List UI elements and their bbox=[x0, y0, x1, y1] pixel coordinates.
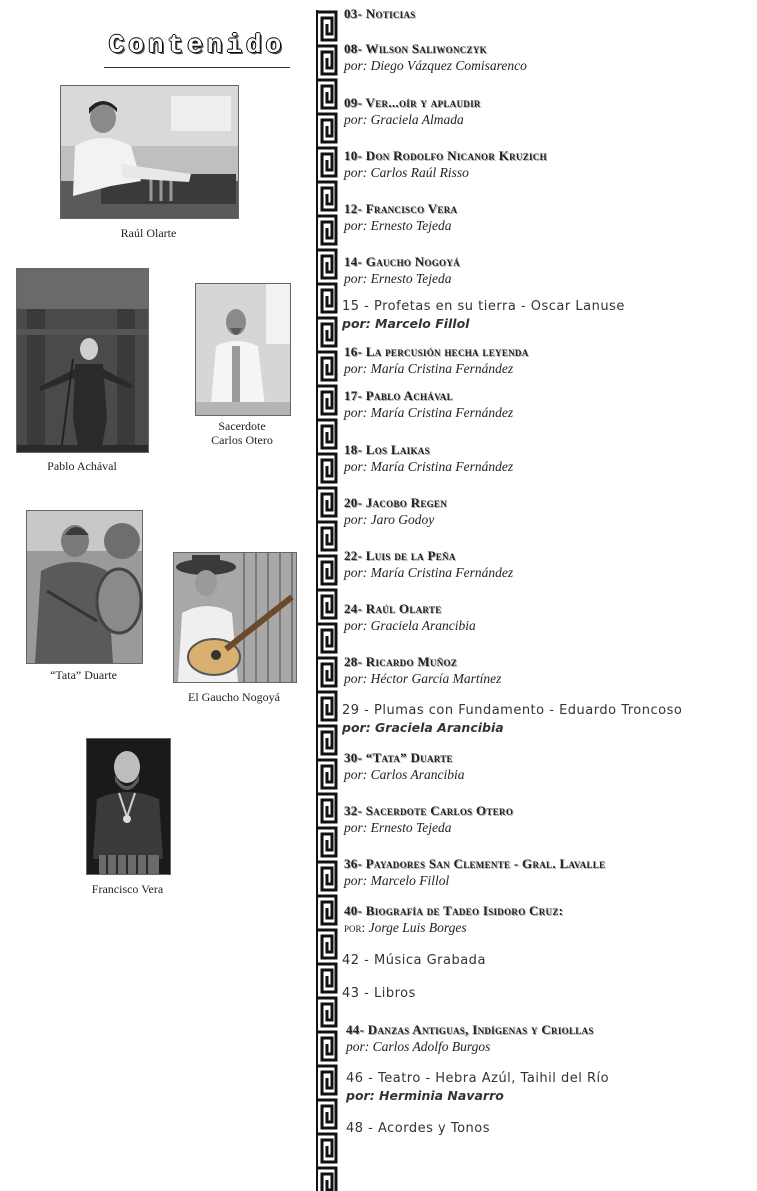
caption-carlos-otero bbox=[190, 419, 294, 447]
page-title: Contenido bbox=[108, 30, 286, 60]
toc-entry-title: 24- Raúl Olarte bbox=[344, 601, 442, 616]
caption-tata-duarte bbox=[26, 668, 141, 682]
toc-entry-title: 42 - Música Grabada bbox=[342, 953, 486, 968]
caption-line: Raúl Olarte bbox=[120, 226, 177, 240]
toc-entry-title: 14- Gaucho Nogoyá bbox=[344, 254, 460, 269]
caption-line: Pablo Achával bbox=[47, 459, 117, 473]
singer-on-stage-photo bbox=[17, 269, 148, 452]
toc-entry-author: por: Jaro Godoy bbox=[344, 512, 435, 527]
toc-entry-title: 10- Don Rodolfo Nicanor Kruzich bbox=[344, 148, 547, 163]
toc-entry-20[interactable] bbox=[344, 495, 447, 528]
toc-entry-title: 09- Ver...oír y aplaudir bbox=[344, 95, 481, 110]
toc-entry-title: 30- “Tata” Duarte bbox=[344, 750, 453, 765]
toc-entry-14[interactable] bbox=[344, 254, 460, 287]
photo-carlos-otero bbox=[195, 283, 291, 416]
toc-entry-title: 15 - Profetas en su tierra - Oscar Lanuse bbox=[342, 299, 625, 314]
toc-entry-title: 36- Payadores San Clemente - Gral. Lavalle bbox=[344, 856, 606, 871]
caption-line: “Tata” Duarte bbox=[50, 668, 117, 682]
toc-entry-author: por: María Cristina Fernández bbox=[344, 361, 514, 376]
toc-entry-46[interactable] bbox=[346, 1071, 609, 1104]
toc-entry-16[interactable] bbox=[344, 344, 529, 377]
toc-entry-03[interactable] bbox=[344, 6, 416, 22]
toc-entry-30[interactable] bbox=[344, 750, 465, 783]
accordion-player-photo bbox=[87, 739, 170, 874]
toc-entry-48[interactable] bbox=[346, 1121, 490, 1137]
guitarist-photo bbox=[174, 553, 296, 682]
toc-entry-title: 40- Biografía de Tadeo Isidoro Cruz: bbox=[344, 903, 564, 918]
toc-entry-17[interactable] bbox=[344, 388, 513, 421]
photo-gaucho-nogoya bbox=[173, 552, 297, 683]
caption-gaucho-nogoya bbox=[170, 690, 298, 704]
toc-entry-18[interactable] bbox=[344, 442, 513, 475]
caption-francisco-vera bbox=[70, 882, 185, 896]
author-prefix: por: bbox=[344, 920, 366, 935]
toc-entry-author: por: Ernesto Tejeda bbox=[344, 218, 452, 233]
toc-entry-author: por: Graciela Arancibia bbox=[342, 720, 504, 735]
toc-entry-42[interactable] bbox=[342, 953, 486, 969]
toc-entry-title: 28- Ricardo Muñoz bbox=[344, 654, 458, 669]
photo-pablo-achaval bbox=[16, 268, 149, 453]
toc-entry-title: 48 - Acordes y Tonos bbox=[346, 1121, 491, 1136]
toc-entry-43[interactable] bbox=[342, 986, 416, 1002]
toc-entry-title: 22- Luis de la Peña bbox=[344, 548, 456, 563]
title-underline bbox=[104, 67, 290, 68]
toc-entry-09[interactable] bbox=[344, 95, 481, 128]
toc-entry-title: 43 - Libros bbox=[342, 986, 416, 1001]
toc-entry-title: 03- Noticias bbox=[344, 6, 416, 21]
toc-entry-title: 32- Sacerdote Carlos Otero bbox=[344, 803, 514, 818]
toc-entry-44[interactable] bbox=[346, 1022, 594, 1055]
toc-entry-40[interactable] bbox=[344, 903, 563, 936]
toc-entry-author: por: Carlos Adolfo Burgos bbox=[346, 1039, 491, 1054]
toc-entry-15[interactable] bbox=[342, 299, 625, 332]
drummer-photo bbox=[27, 511, 142, 663]
author-name: Jorge Luis Borges bbox=[365, 920, 467, 935]
priest-photo bbox=[196, 284, 290, 415]
photo-francisco-vera bbox=[86, 738, 171, 875]
caption-pablo-achaval bbox=[22, 459, 142, 473]
toc-entry-title: 44- Danzas Antiguas, Indígenas y Criollas bbox=[346, 1022, 594, 1037]
toc-entry-author: por: Carlos Arancibia bbox=[344, 767, 465, 782]
toc-entry-author: por: María Cristina Fernández bbox=[344, 565, 514, 580]
toc-entry-36[interactable] bbox=[344, 856, 605, 889]
toc-entry-author: por: Diego Vázquez Comisarenco bbox=[344, 58, 527, 73]
toc-entry-22[interactable] bbox=[344, 548, 513, 581]
toc-entry-author: por: Héctor García Martínez bbox=[344, 671, 502, 686]
toc-entry-author: por: Marcelo Fillol bbox=[342, 316, 470, 331]
toc-entry-title: 18- Los Laikas bbox=[344, 442, 430, 457]
toc-entry-title: 46 - Teatro - Hebra Azúl, Taihil del Río bbox=[346, 1071, 610, 1086]
toc-entry-title: 12- Francisco Vera bbox=[344, 201, 458, 216]
toc-entry-title: 16- La percusión hecha leyenda bbox=[344, 344, 529, 359]
toc-entry-08[interactable] bbox=[344, 41, 527, 74]
caption-line: Francisco Vera bbox=[91, 882, 164, 896]
toc-entry-10[interactable] bbox=[344, 148, 547, 181]
toc-entry-author: por: María Cristina Fernández bbox=[344, 405, 514, 420]
toc-entry-title: 17- Pablo Achával bbox=[344, 388, 453, 403]
toc-entry-author: por: María Cristina Fernández bbox=[344, 459, 514, 474]
photo-raul-olarte bbox=[60, 85, 239, 219]
photo-tata-duarte bbox=[26, 510, 143, 664]
toc-entry-32[interactable] bbox=[344, 803, 513, 836]
caption-raul-olarte bbox=[90, 226, 207, 240]
toc-entry-title: 20- Jacobo Regen bbox=[344, 495, 448, 510]
caption-line: Sacerdote bbox=[218, 419, 266, 433]
man-seated-at-table-photo bbox=[61, 86, 238, 218]
toc-entry-28[interactable] bbox=[344, 654, 501, 687]
toc-entry-12[interactable] bbox=[344, 201, 457, 234]
toc-entry-title: 29 - Plumas con Fundamento - Eduardo Troncoso bbox=[342, 703, 683, 718]
caption-line: Carlos Otero bbox=[211, 433, 273, 447]
toc-entry-author: por: Ernesto Tejeda bbox=[344, 820, 452, 835]
toc-entry-author: por: Carlos Raúl Risso bbox=[344, 165, 469, 180]
toc-entry-24[interactable] bbox=[344, 601, 476, 634]
toc-entry-author: por: Herminia Navarro bbox=[346, 1088, 504, 1103]
toc-entry-29[interactable] bbox=[342, 703, 682, 736]
toc-entry-title: 08- Wilson Saliwonczyk bbox=[344, 41, 487, 56]
greek-key-border-icon bbox=[316, 10, 338, 1191]
toc-entry-author: por: Graciela Arancibia bbox=[344, 618, 476, 633]
toc-entry-author bbox=[344, 919, 563, 936]
toc-entry-author: por: Ernesto Tejeda bbox=[344, 271, 452, 286]
caption-line: El Gaucho Nogoyá bbox=[188, 690, 280, 704]
toc-entry-author: por: Marcelo Fillol bbox=[344, 873, 450, 888]
toc-entry-author: por: Graciela Almada bbox=[344, 112, 464, 127]
